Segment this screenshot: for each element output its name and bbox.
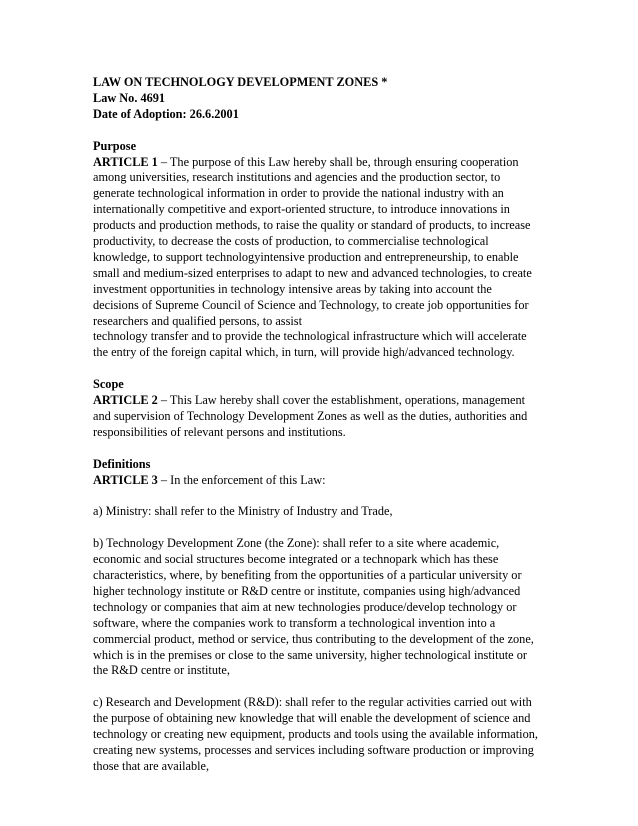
- article-1-text: – The purpose of this Law hereby shall be, through ensuring cooperation: [157, 154, 519, 169]
- spacer: [93, 123, 553, 139]
- article-2-line: and supervision of Technology Development Zones as well as the duties, authorities and: [93, 409, 528, 423]
- definition-b-line: economic and social structures become integrated or a technopark which has these: [93, 552, 499, 567]
- definition-b-line: which is in the premises or close to the same university, higher technological institute or: [93, 647, 527, 662]
- article-1-line: decisions of Supreme Council of Science and Technology, to create job opportunities for: [93, 297, 529, 312]
- article-1-line: small and medium-sized enterprises to adapt to new and advanced technologies, to create: [93, 265, 532, 280]
- definition-b-line: software, where the companies work to transform a technological invention into a: [93, 615, 496, 630]
- article-1-line: knowledge, to support technologyintensive production and entrepreneurship, to enable: [93, 249, 519, 264]
- article-1-line: the entry of the foreign capital which, in turn, will provide high/advanced technology.: [93, 345, 515, 360]
- article-1-line: products and production methods, to raise the quality or standard of products, to increase: [93, 218, 531, 233]
- article-2-first-line: [93, 393, 553, 409]
- scope-heading: Scope: [93, 377, 124, 392]
- definition-c-line: those that are available,: [93, 758, 210, 773]
- article-1-line: productivity, to decrease the costs of production, to commercialise technological: [93, 234, 489, 249]
- spacer: [93, 489, 553, 505]
- article-2-line: responsibilities of relevant persons and institutions.: [93, 424, 346, 439]
- spacer: [93, 679, 553, 695]
- definition-b-line: higher technology institute or R&D centre or institute, companies using high/advanced: [93, 583, 521, 598]
- definition-b-line: b) Technology Development Zone (the Zone): shall refer to a site where academic,: [93, 536, 500, 551]
- definition-b-line: the R&D centre or institute,: [93, 663, 230, 678]
- spacer: [93, 441, 553, 457]
- article-2-label: ARTICLE 2: [93, 393, 158, 408]
- definition-b-line: commercial product, method or service, thus contributing to the development of the zone,: [93, 631, 534, 646]
- purpose-heading: Purpose: [93, 138, 137, 153]
- document-title: LAW ON TECHNOLOGY DEVELOPMENT ZONES *: [93, 75, 388, 89]
- article-1-line: investment opportunities in technology intensive areas by taking into account the: [93, 281, 492, 296]
- article-1-line: among universities, research institutions and agencies and the production sector, to: [93, 170, 501, 185]
- article-1-line: internationally competitive and export-oriented structure, to introduce innovations in: [93, 202, 510, 217]
- definition-c-line: creating new systems, processes and services including software production or improving: [93, 742, 534, 757]
- article-1-line: generate technological information in order to provide the national industry with an: [93, 186, 504, 201]
- article-1-first-line: [93, 155, 553, 171]
- definition-c-line: the purpose of obtaining new knowledge that will enable the development of science and: [93, 711, 531, 726]
- article-1-label: ARTICLE 1: [93, 154, 158, 169]
- document-page: [93, 75, 553, 775]
- spacer: [93, 520, 553, 536]
- definition-b-line: characteristics, where, by benefiting from the opportunities of a particular university or: [93, 568, 522, 583]
- definition-c-line: technology or creating new equipment, products and tools using the available information,: [93, 727, 538, 742]
- article-1-line: technology transfer and to provide the technological infrastructure which will accelerate: [93, 329, 527, 344]
- article-3-intro: – In the enforcement of this Law:: [157, 472, 326, 487]
- article-2-text: – This Law hereby shall cover the establishment, operations, management: [157, 393, 526, 408]
- spacer: [93, 361, 553, 377]
- definitions-heading: Definitions: [93, 456, 151, 471]
- adoption-date: Date of Adoption: 26.6.2001: [93, 106, 239, 121]
- law-number: Law No. 4691: [93, 90, 166, 105]
- definition-a: a) Ministry: shall refer to the Ministry of Industry and Trade,: [93, 504, 393, 519]
- definition-c-line: c) Research and Development (R&D): shall refer to the regular activities carried out with: [93, 695, 532, 710]
- article-3-first-line: [93, 473, 553, 489]
- article-1-line: researchers and qualified persons, to assist: [93, 313, 302, 328]
- article-3-label: ARTICLE 3: [93, 472, 158, 487]
- definition-b-line: technology or companies that aim at new technologies produce/develop technology or: [93, 599, 517, 614]
